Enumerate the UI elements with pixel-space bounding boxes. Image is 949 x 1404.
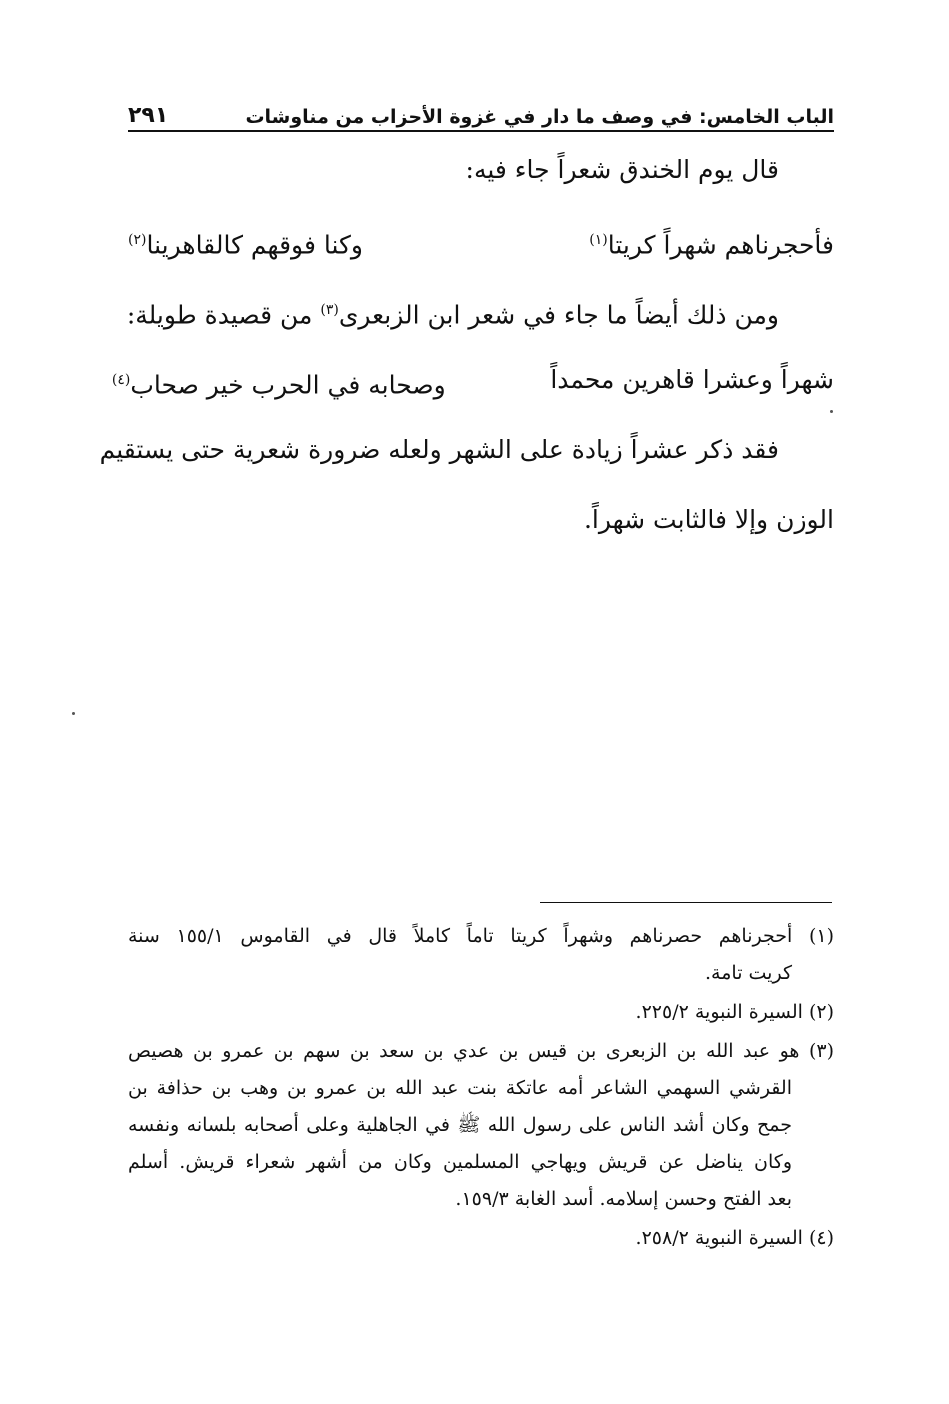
verse-hemistich: فأحجرناهم شهراً كريتا$^{(١)}$ — [589, 230, 834, 260]
verse-hemistich: شهراً وعشرا قاهرين محمداً — [550, 365, 834, 394]
footnote: (١) أحجرناهم حصرناهم وشهراً كريتا تاماً كاملاً قال في القاموس ١٥٥/١ سنة كريت تامة. — [128, 925, 834, 984]
main-text — [99, 150, 834, 570]
verse-line — [128, 220, 834, 290]
footnote-ref: (٤) — [111, 372, 131, 388]
text-line: قال يوم الخندق شعراً جاء فيه: — [465, 155, 779, 184]
scan-speck — [830, 410, 833, 413]
verse-hemistich: وصحابه في الحرب خير صحاب$^{(٤)}$ — [111, 370, 446, 400]
footnotes — [128, 918, 834, 1259]
footnote: (٢) السيرة النبوية ٢٢٥/٢. — [635, 1001, 834, 1023]
text-line: ومن ذلك أيضاً ما جاء في شعر ابن الزبعرى$^{(٣)}$ من قصيدة طويلة: — [126, 300, 779, 330]
running-header — [128, 96, 834, 132]
footnote-ref: (١) — [589, 232, 608, 248]
chapter-title: الباب الخامس: في وصف ما دار في غزوة الأحزاب من مناوشات — [245, 106, 834, 128]
footnote: (٣) هو عبد الله بن الزبعرى بن قيس بن عدي بن سعد بن سهم بن عمرو بن هصيص القرشي السهمي الشاعر أمه عاتكة بنت عبد الله بن عمرو بن وهب بن حذافة بن جمح وكان أشد الناس على رسول الله ﷺ في الجاهلية وعلى أصحابه بلسانه ونفسه وكان يناضل عن قريش ويهاجي المسلمين وكان من أشهر شعراء قريش. أسلم بعد الفتح وحسن إسلامه. أسد الغابة ١٥٩/٣. — [128, 1040, 834, 1210]
page-number: ٢٩١ — [128, 103, 169, 128]
text-line: الوزن وإلا فالثابت شهراً. — [583, 505, 834, 534]
scan-speck — [72, 712, 75, 715]
text-line: فقد ذكر عشراً زيادة على الشهر ولعله ضرورة شعرية حتى يستقيم — [99, 435, 779, 464]
footnote: (٤) السيرة النبوية ٢٥٨/٢. — [635, 1227, 834, 1249]
verse-hemistich: وكنا فوقهم كالقاهرينا$^{(٢)}$ — [128, 230, 363, 260]
verse-line — [111, 360, 834, 430]
footnote-separator — [540, 902, 832, 903]
footnote-ref: (٢) — [128, 232, 147, 248]
footnote-ref: (٣) — [320, 302, 339, 318]
